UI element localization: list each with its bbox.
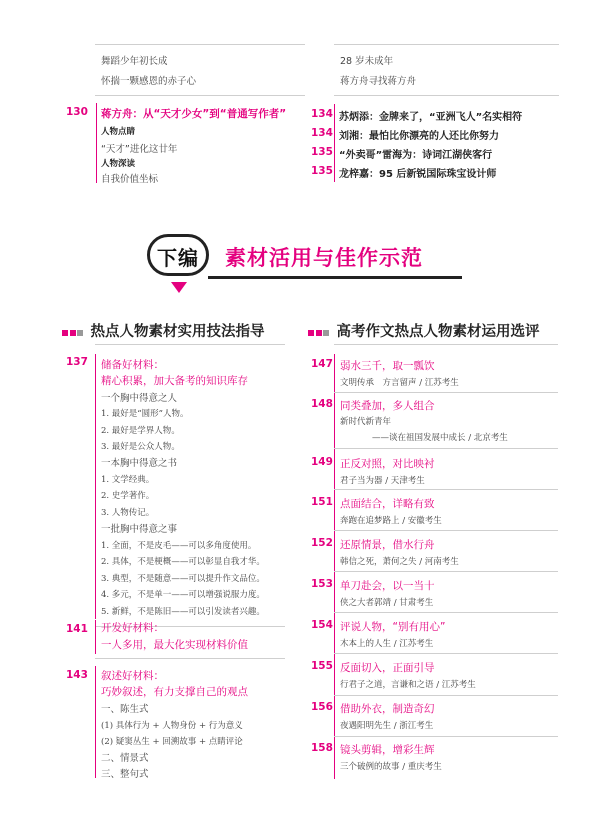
item-subtitle: 文明传承 方言留声 / 江苏考生	[340, 378, 459, 388]
item-subtitle-2: ——谈在祖国发展中成长 / 北京考生	[372, 433, 508, 443]
item-title[interactable]: 单刀赴会，以一当十	[340, 580, 435, 592]
list-item: 2. 最好是学界人物。	[101, 426, 180, 436]
heading-dots-icon	[308, 324, 331, 340]
list-item: 一本胸中得意之书	[101, 458, 178, 469]
top-left-line1: 舞蹈少年初长成	[101, 56, 168, 67]
list-item: 一批胸中得意之事	[101, 524, 178, 535]
item-divider	[334, 530, 558, 531]
list-item: (1) 具体行为 + 人物身份 + 行为意义	[101, 721, 243, 731]
item-divider	[334, 653, 558, 654]
top-right-line2: 蒋方舟寻找蒋方舟	[340, 76, 417, 87]
list-item: 3. 典型，不是随意——可以提升作文品位。	[101, 574, 265, 584]
item-subtitle: 夜遇阳明先生 / 浙江考生	[340, 721, 434, 731]
item-divider	[334, 612, 558, 613]
item-subtitle: 君子当为器 / 天津考生	[340, 476, 425, 486]
heading-dots-icon	[62, 324, 85, 340]
block-page-number: 143	[66, 669, 88, 681]
list-item: 1. 全面，不是皮毛——可以多角度使用。	[101, 541, 257, 551]
item-title[interactable]: 点面结合，详略有致	[340, 498, 435, 510]
item-title[interactable]: 还原情景，借水行舟	[340, 539, 435, 551]
block-title[interactable]: 储备好材料：	[101, 359, 164, 371]
banner-title: 素材活用与佳作示范	[225, 246, 423, 270]
top-left-rule	[95, 44, 305, 45]
top-left-rule-2	[95, 95, 305, 96]
item-page-number: 149	[311, 456, 333, 468]
block-title[interactable]: 叙述好材料：	[101, 670, 164, 682]
toc-entry-title[interactable]: “外卖哥”雷海为：诗词江湖侠客行	[339, 150, 493, 161]
banner-arrow-icon	[171, 282, 187, 293]
item-subtitle: 三个破例的故事 / 重庆考生	[340, 762, 442, 772]
entry-page-number: 130	[66, 106, 88, 118]
block-accent-bar	[95, 666, 96, 778]
list-item: 三、整句式	[101, 769, 149, 780]
item-title[interactable]: 反面切入，正面引导	[340, 662, 435, 674]
item-page-number: 156	[311, 701, 333, 713]
list-item: 一、陈生式	[101, 704, 149, 715]
block-accent-bar	[95, 354, 96, 619]
list-item: 5. 新鲜，不是陈旧——可以引发读者兴趣。	[101, 607, 265, 617]
item-subtitle: 木本上的人生 / 江苏考生	[340, 639, 434, 649]
block-subtitle: 精心积累，加大备考的知识库存	[101, 375, 248, 387]
item-divider	[334, 695, 558, 696]
right-accent-bar	[334, 354, 335, 779]
left-heading-rule	[95, 344, 285, 345]
toc-page-number: 135	[311, 146, 333, 158]
entry-sub-label: 人物点睛	[101, 127, 136, 137]
banner-part-badge	[147, 234, 209, 276]
block-subtitle: 一人多用，最大化实现材料价值	[101, 639, 248, 651]
top-right-line1: 28 岁未成年	[340, 56, 394, 67]
item-divider	[334, 392, 558, 393]
block-page-number: 141	[66, 623, 88, 635]
item-subtitle: 侠之大者郭靖 / 甘肃考生	[340, 598, 434, 608]
item-title[interactable]: 评说人物，“别有用心”	[340, 621, 446, 633]
item-subtitle: 行君子之道，言谦和之语 / 江苏考生	[340, 680, 476, 690]
top-right-accent-bar	[334, 104, 335, 182]
block-accent-bar	[95, 620, 96, 654]
banner-part-label: 下编	[157, 246, 199, 270]
item-page-number: 158	[311, 742, 333, 754]
block-page-number: 137	[66, 356, 88, 368]
item-title[interactable]: 镜头剪辑，增彩生辉	[340, 744, 435, 756]
block-divider	[95, 658, 285, 659]
toc-page-number: 134	[311, 127, 333, 139]
item-page-number: 155	[311, 660, 333, 672]
entry-sub-text: “天才”进化这廿年	[101, 144, 178, 155]
item-title[interactable]: 同类叠加，多人组合	[340, 400, 435, 412]
item-page-number: 151	[311, 496, 333, 508]
list-item: 1. 最好是“圆形”人物。	[101, 409, 189, 419]
entry-title[interactable]: 蒋方舟：从“天才少女”到“普通写作者”	[101, 108, 287, 120]
item-divider	[334, 571, 558, 572]
list-item: 二、情景式	[101, 753, 149, 764]
list-item: 3. 最好是公众人物。	[101, 442, 180, 452]
item-title[interactable]: 弱水三千，取一瓢饮	[340, 360, 435, 372]
banner-underline	[208, 276, 462, 279]
item-divider	[334, 489, 558, 490]
item-subtitle: 韩信之死，萧何之失 / 河南考生	[340, 557, 459, 567]
toc-page-number: 134	[311, 108, 333, 120]
entry-sub-label: 人物深读	[101, 159, 136, 169]
item-page-number: 153	[311, 578, 333, 590]
item-divider	[334, 448, 558, 449]
item-subtitle: 奔跑在追梦路上 / 安徽考生	[340, 516, 442, 526]
item-page-number: 154	[311, 619, 333, 631]
block-title[interactable]: 开发好材料：	[101, 622, 164, 634]
item-title[interactable]: 正反对照，对比映衬	[340, 458, 435, 470]
entry-accent-bar	[96, 103, 97, 183]
item-title[interactable]: 借助外衣，制造奇幻	[340, 703, 435, 715]
list-item: 2. 史学著作。	[101, 491, 155, 501]
item-divider	[334, 736, 558, 737]
top-right-rule	[334, 44, 559, 45]
item-page-number: 148	[311, 398, 333, 410]
top-left-line2: 怀揣一颗感恩的赤子心	[101, 76, 197, 87]
toc-entry-title[interactable]: 龙梓嘉：95 后新锐国际珠宝设计师	[339, 169, 497, 180]
list-item: (2) 疑窦丛生 + 回溯故事 + 点睛评论	[101, 737, 243, 747]
entry-sub-text: 自我价值坐标	[101, 174, 159, 185]
block-subtitle: 巧妙叙述，有力支撑自己的观点	[101, 686, 248, 698]
item-subtitle: 新时代新青年	[340, 417, 392, 427]
toc-entry-title[interactable]: 刘湘：最怕比你漂亮的人还比你努力	[339, 131, 499, 142]
item-page-number: 147	[311, 358, 333, 370]
item-page-number: 152	[311, 537, 333, 549]
list-item: 3. 人物传记。	[101, 508, 155, 518]
toc-entry-title[interactable]: 苏炳添：金牌来了，“亚洲飞人”名实相符	[339, 112, 523, 123]
top-right-rule-2	[334, 95, 559, 96]
toc-page-number: 135	[311, 165, 333, 177]
left-section-heading: 热点人物素材实用技法指导	[62, 320, 265, 341]
list-item: 一个胸中得意之人	[101, 393, 178, 404]
right-section-heading: 高考作文热点人物素材运用选评	[308, 320, 540, 341]
right-heading-rule	[334, 344, 558, 345]
list-item: 2. 具体，不是梗概——可以彰显自我才华。	[101, 557, 265, 567]
list-item: 1. 文学经典。	[101, 475, 155, 485]
list-item: 4. 多元，不是单一——可以增强说服力度。	[101, 590, 265, 600]
